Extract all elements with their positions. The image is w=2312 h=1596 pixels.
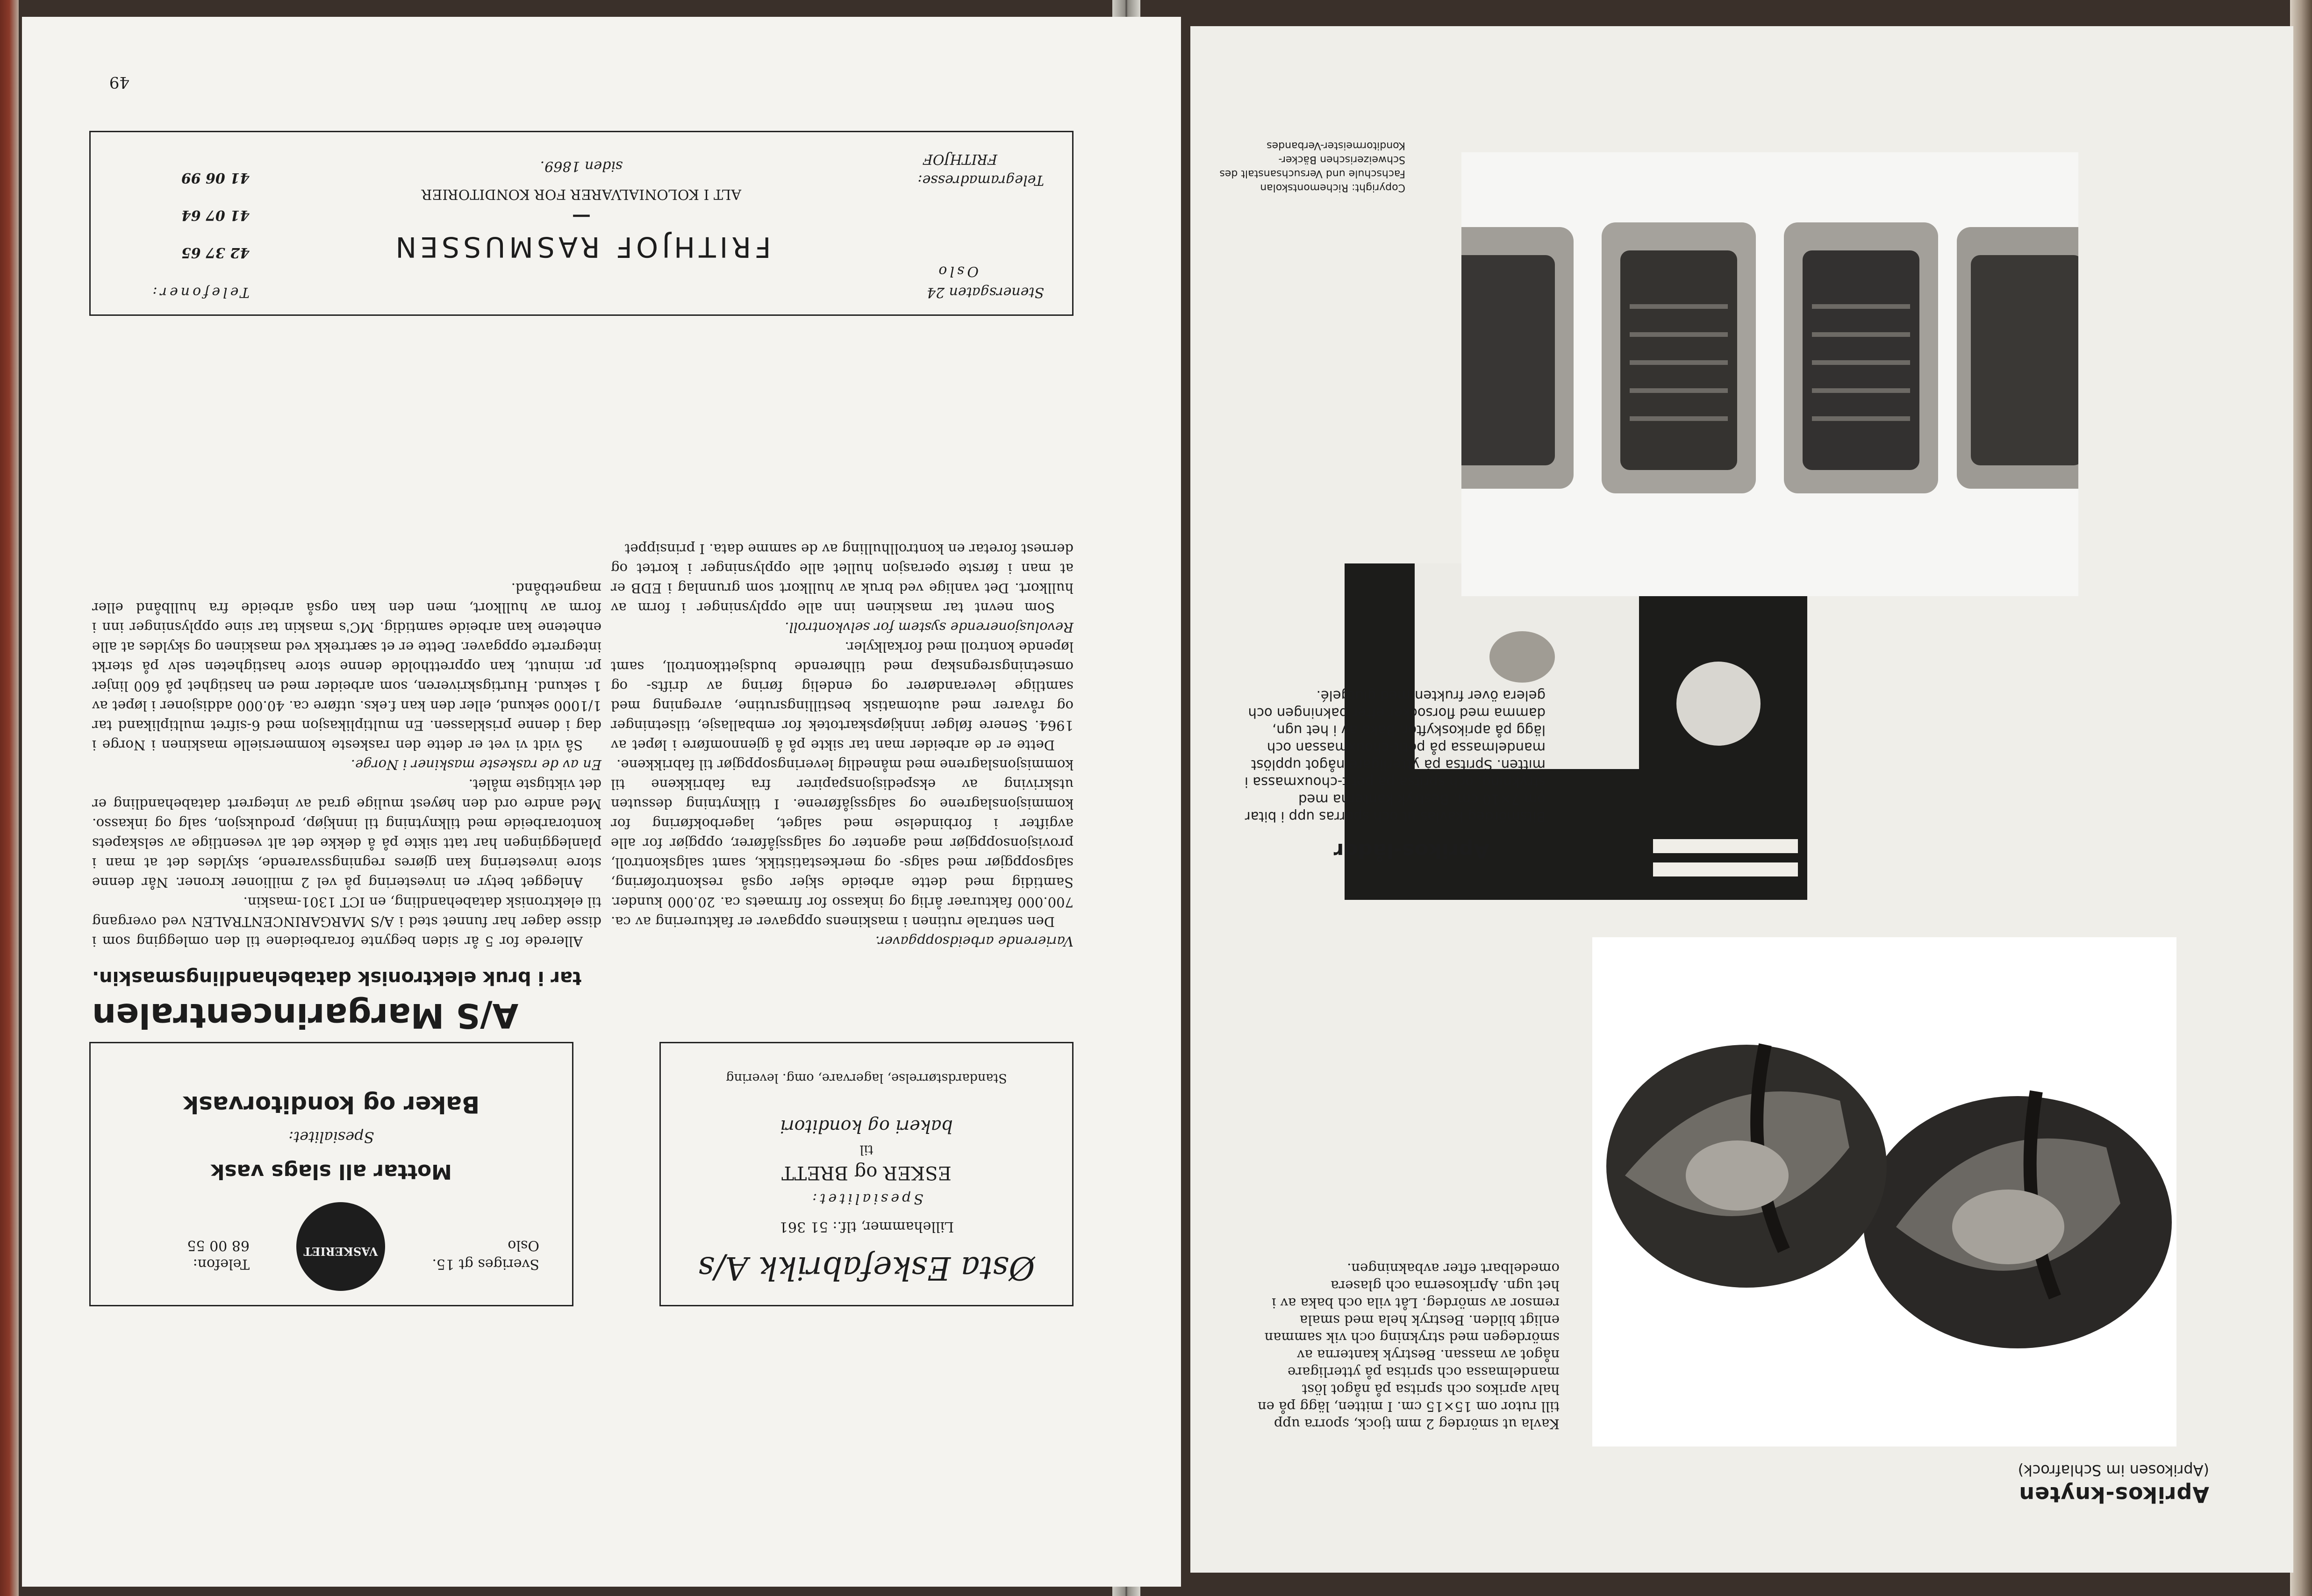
article-column-1 (92, 578, 601, 951)
article-title: A/S Margarincentralen (92, 996, 519, 1035)
article-paragraph: Allerede for 5 år siden begynte forarbeidene til den omlegging som i disse dager har funnet sted i A/S MARGARINCENTRALEN ved overgang til elektronisk databehandling, en ICT 1301-maskin. (92, 894, 601, 949)
eskefabrikk-line1: ESKER og BRETT (781, 1162, 952, 1183)
apricot-boxes-illustration (1461, 152, 2078, 596)
article-column-2 (611, 539, 1074, 951)
page-number: 49 (109, 73, 129, 92)
recipe-page (1190, 26, 2293, 1573)
rasmussen-dash: — (572, 206, 591, 228)
eskefabrikk-address: Lillehammer, tlf.: 51 361 (779, 1218, 954, 1235)
article-paragraph: Som nevnt tar maskinen inn alle opplysninger i form av hullkort. Det vanlige ved bruk av hullkort som grunnlag i EDB er at man i første operasjon hullet alle opplysninger i kortet og dernest foretar en kontrollhulling av de samme data. I prinsippet (611, 541, 1074, 616)
ad-rasmussen (89, 131, 1074, 316)
rasmussen-phone-2: 41 07 64 (181, 207, 250, 223)
eskefabrikk-name: Østa Eskefabrikk A/s (698, 1249, 1035, 1286)
vaskeri-logo (296, 1202, 385, 1291)
article-paragraph: Den sentrale rutinen i maskinens oppgaver er fakturering av ca. 700.000 fakturaer årlig og inkasso for firmaets ca. 20.000 kunder. Samtidig med dette arbeide skjer også reskontroføring, salgsoppgjør med salgs- og merkestatistikk, samt salgskontroll, provisjonsoppgjør med agenter og salgssjåfører, oppgjør for alle avgifter i forbindelse med salget, lagerbokføring for kommisjonslagrene og salgssjåførene. I tilknytning dessuten utskriving av ekspedisjonspapirer fra fabrikkene til kommisjonslagrene med månedlig leveringsoppgjør til fabrikkene. (611, 757, 1074, 930)
recipe1-subtitle: (Aprikosen im Schlafrock) (2018, 1461, 2209, 1479)
article-subheading: Varierende arbeidsoppgaver. (875, 933, 1074, 949)
vaskeri-city: Oslo (508, 1237, 539, 1254)
vaskeri-phone: 68 00 55 (187, 1237, 250, 1254)
recipe2-caption: Bitsmördeg kavlas ut och sporras upp i bitar om 7×10 cm. Bestryk kanterna med strykning, och spritsa på petit-chouxmassa i mitten. Spritsa på ytterligare något upplöst mandelmassa på petit-chouxmassan och lägg på aprikoskyftor. Baka av i het ugn, damma med florsocker efter bakningen och gelera över frukten med glutgelé. (1244, 688, 1546, 825)
rasmussen-since: siden 1869. (540, 158, 623, 174)
vaskeri-logo-text: VASKERIET (303, 1245, 378, 1258)
rasmussen-address: Stenersgaten 24 (926, 284, 1044, 300)
rasmussen-phone-1: 42 37 65 (181, 244, 250, 261)
vaskeri-specialty: Baker og konditorvask (183, 1091, 480, 1118)
photo-apricot-knots (1592, 937, 2176, 1446)
eskefabrikk-line2: til (859, 1142, 873, 1158)
vaskeri-headline: Mottar all slags vask (211, 1160, 452, 1183)
recipe1-title: Aprikos-knyten (2019, 1482, 2209, 1507)
recipe1-caption: Kavla ut smördeg 2 mm tjock, sporra upp till rutor om 15×15 cm. I mitten, lägg på en halv aprikos och spritsa på något löst mandelmassa och spritsa på ytterligare något av massan. Bestryk kanterna av smördegen med strykning och vik samman enligt bilden. Bestryk hela med smala remsor av smördeg. Låt vila och baka av i het ugn. Aprikoserna och glasera omedelbart efter avbakningen. (1258, 1261, 1560, 1432)
eskefabrikk-spec-label: Spesialitet: (809, 1190, 923, 1207)
ad-eskefabrikk (659, 1042, 1074, 1306)
rasmussen-name: FRITHJOF RASMUSSEN (392, 230, 771, 263)
eskefabrikk-footer: Standardstørrelse, lagervare, omg. levering (726, 1071, 1007, 1085)
article-subtitle: tar i bruk elektronisk databehandlingsmaskin. (92, 967, 582, 989)
article-subheading: En av de raskeste maskiner i Norge. (351, 757, 601, 773)
rasmussen-telegram: FRITHJOF (923, 151, 997, 167)
rasmussen-tagline: ALT I KOLONIALVARER FOR KONDITORIER (421, 186, 742, 202)
vaskeri-spec-label: Spesialitet: (288, 1128, 374, 1146)
article-subheading: Revolusjonerende system for selvkontroll. (785, 620, 1074, 635)
vaskeri-address: Sveriges gt 15. (432, 1256, 539, 1272)
article-page (22, 17, 1181, 1587)
photo-copyright: Copyright: Richemontskolan Fachschule und Versuchsanstalt des Schweizerischen Bäcker-Konditormeister-Verbandes (1219, 140, 1405, 193)
photo-apricot-boxes (1461, 152, 2078, 596)
eskefabrikk-line3: bakeri og konditori (780, 1116, 953, 1137)
recipe2-title: Aprikos-lådor (1333, 839, 1489, 862)
article-paragraph: Så vidt vi vet er dette den raskeste kommersielle maskinen i Norge i dag i denne prisklassen. En multiplikasjon med 6-sifret multiplikand tar 1/1000 sekund, eller den kan f.eks. utføre ca. 40.000 addisjoner i løpet av 1 sekund. Hurtigskriveren, som arbeider med en hastighet på 600 linjer pr. minutt, kan opprettholde denne store hastigheten selv på sterkt integrerte oppgaver. Dette er et særtrekk ved maskinen og skyldes at alle enhetene kan arbeide samtidig. MC's maskin tar sine opplysninger inn i form av hullkort, men den kan også arbeide fra hullbånd eller magnetbånd. (92, 580, 601, 753)
rasmussen-phone-3: 41 06 99 (181, 170, 250, 186)
article-paragraph: Anlegget betyr en investering på vel 2 millioner kroner. Når denne store investering kan gjøres regningssvarende, skyldes det at man i planleggingen har tatt sikte på å dekke det alt vesentlige av selskapets kontorarbeide med tilknytning til innkjøp, produksjon, salg og inkasso. Med andre ord den høyest mulige grad av integrert databehandling er det viktigste målet. (92, 777, 601, 891)
rasmussen-telegram-label: Telegramadresse: (917, 172, 1044, 188)
rasmussen-phones-label: Telefoner: (150, 284, 250, 300)
vaskeri-phone-label: Telefon: (193, 1256, 250, 1272)
ad-vaskeri (89, 1042, 573, 1306)
rasmussen-city: Oslo (936, 263, 979, 279)
article-paragraph: Dette er de arbeider man tar sikte på å gjennomføre i løpet av 1964. Senere følger innkjøpskartotek for emballasje, tilsetninger og råvarer med automatisk bestillingsrutine, avregning med samtlige leverandører og endelig føring av drifts- og omsetningsregnskap med tilhørende budsjettkontroll, samt løpende kontroll med forkalkyler. (611, 639, 1074, 753)
apricot-knots-illustration (1592, 937, 2176, 1446)
